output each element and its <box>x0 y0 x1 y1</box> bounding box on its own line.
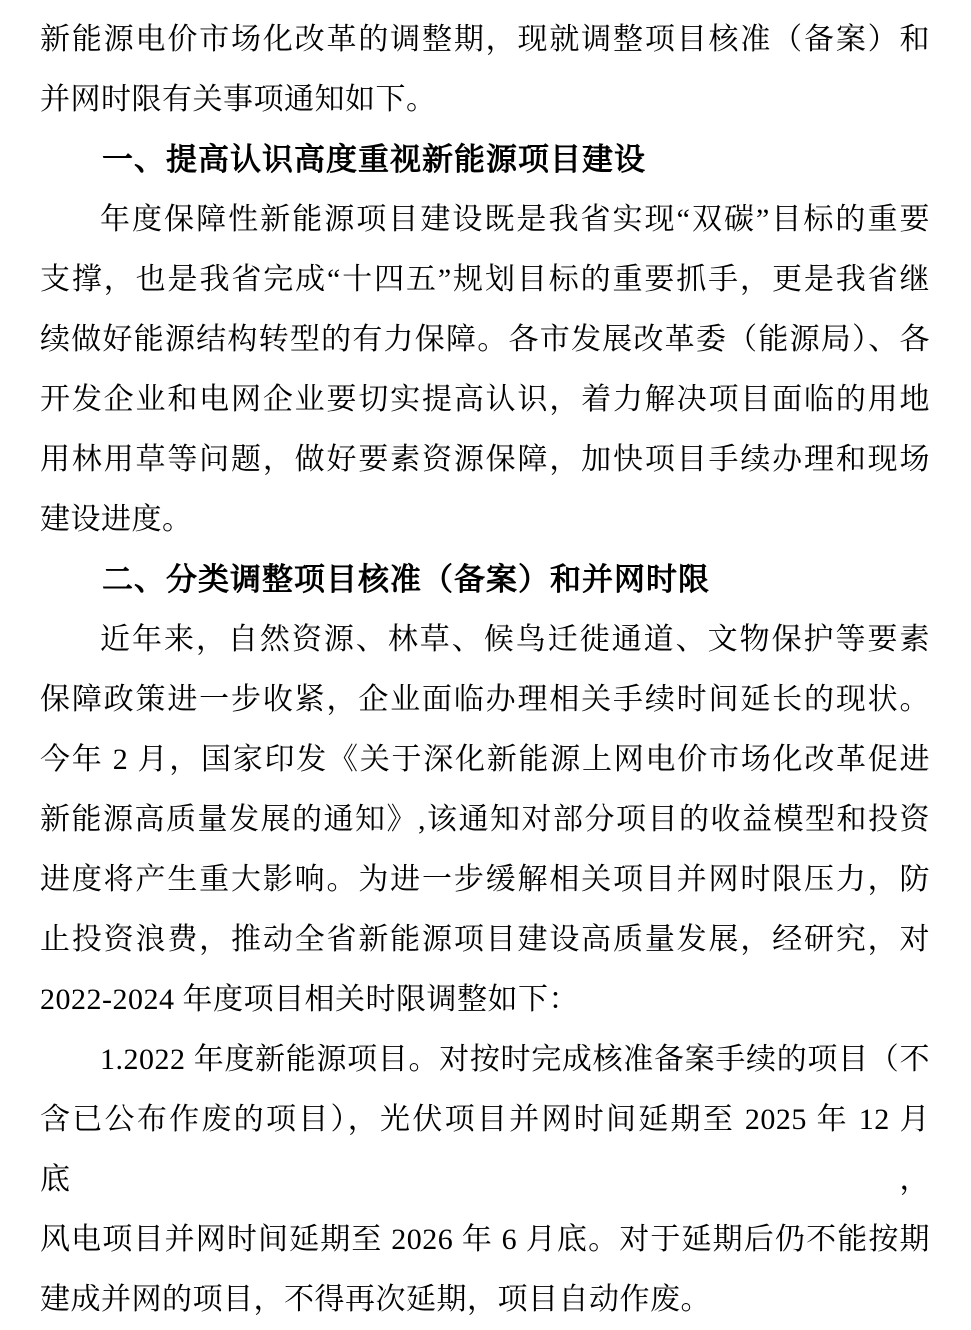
doc-line: 今年 2 月，国家印发《关于深化新能源上网电价市场化改革促进 <box>40 743 930 776</box>
doc-line: 近年来，自然资源、林草、候鸟迁徙通道、文物保护等要素 <box>100 623 930 656</box>
doc-line: 建成并网的项目，不得再次延期，项目自动作废。 <box>40 1283 711 1316</box>
doc-line: 进度将产生重大影响。为进一步缓解相关项目并网时限压力，防 <box>40 863 930 896</box>
doc-line: 开发企业和电网企业要切实提高认识，着力解决项目面临的用地 <box>40 383 930 416</box>
doc-line: 2022-2024 年度项目相关时限调整如下： <box>40 983 579 1016</box>
section-2-heading: 二、分类调整项目核准（备案）和并网时限 <box>102 562 710 597</box>
doc-line: 1.2022 年度新能源项目。对按时完成核准备案手续的项目（不 <box>100 1043 930 1076</box>
doc-line: 止投资浪费，推动全省新能源项目建设高质量发展，经研究，对 <box>40 923 930 956</box>
doc-line: 年度保障性新能源项目建设既是我省实现“双碳”目标的重要 <box>100 203 930 236</box>
doc-line: 支撑，也是我省完成“十四五”规划目标的重要抓手，更是我省继 <box>40 263 930 296</box>
doc-line: 含已公布作废的项目），光伏项目并网时间延期至 2025 年 12 月底， <box>40 1103 930 1196</box>
doc-line: 新能源电价市场化改革的调整期，现就调整项目核准（备案）和 <box>40 23 930 56</box>
doc-line: 建设进度。 <box>40 503 193 536</box>
doc-line: 风电项目并网时间延期至 2026 年 6 月底。对于延期后仍不能按期 <box>40 1223 930 1256</box>
doc-line: 续做好能源结构转型的有力保障。各市发展改革委（能源局）、各 <box>40 323 930 356</box>
doc-line: 新能源高质量发展的通知》,该通知对部分项目的收益模型和投资 <box>40 803 930 836</box>
doc-line: 并网时限有关事项通知如下。 <box>40 83 437 116</box>
section-1-heading: 一、提高认识高度重视新能源项目建设 <box>102 142 646 177</box>
doc-line: 保障政策进一步收紧，企业面临办理相关手续时间延长的现状。 <box>40 683 930 716</box>
doc-line: 用林用草等问题，做好要素资源保障，加快项目手续办理和现场 <box>40 443 930 476</box>
